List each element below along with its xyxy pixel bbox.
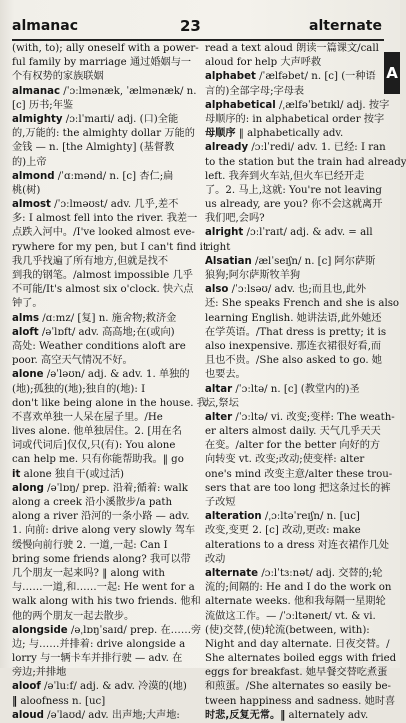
left-column — [12, 42, 211, 723]
page-number: 23 — [180, 17, 201, 35]
entry-line: almanac /ˈɔːlmənæk, ˈælmənæk/ n. — [12, 85, 197, 97]
entry-line: sers that are too long 把这条过长的裤 — [205, 482, 391, 494]
entry-line: can help me. 只有你能帮助我。‖ go — [12, 454, 184, 466]
entry-line: 他的两个朋友一起去散步。 — [12, 610, 135, 622]
entry-line: 时悲,反复无常。‖ alternately adv. — [205, 709, 369, 721]
entry-line: [c] 历书;年鉴 — [12, 99, 74, 111]
entry-line: rywhere for my pen, but I can't find it. — [12, 241, 211, 253]
entry-line: one's mind 改变主意/alter these trou- — [205, 468, 393, 480]
entry-line: alterations to a dress 对连衣裙作几处 — [205, 539, 390, 551]
entry-line: along a river 沿河的一条小路 — adv. — [12, 511, 190, 523]
thumb-index-tab: A — [384, 52, 400, 94]
entry-line: alone /əˈləʊn/ adj. & adv. 1. 单独的 — [12, 369, 190, 381]
entry-line: 缓慢向前行驶 2. 一道,一起: Can I — [12, 539, 168, 551]
entry-line: to the station but the train had already — [205, 156, 406, 168]
entry-line: also inexpensive. 那连衣裙很好看,而 — [205, 340, 382, 352]
entry-line: Alsatian /ælˈseɪʃn/ n. [c] 阿尔萨斯 — [205, 255, 376, 267]
page-header — [12, 18, 384, 40]
entry-line: walk along with his two friends. 他和 — [12, 596, 201, 608]
entry-line: 词或代词后]仅仅,只(有): You alone — [12, 440, 176, 452]
entry-line: bring some friends along? 我可以带 — [12, 553, 191, 565]
entry-line: 还: She speaks French and she is also — [205, 298, 400, 310]
entry-line: 流做这工作。— /ˈɔːltəneɪt/ vt. & vi. — [205, 610, 376, 622]
entry-line: alter /ˈɔːltə/ vi. 改变;变样: The weath- — [205, 411, 395, 423]
entry-line: aloof /əˈluːf/ adj. & adv. 冷漠的(地) — [12, 681, 187, 693]
entry-line: 也要去。 — [205, 369, 246, 381]
entry-line: alternate weeks. 他和我每隔一星期轮 — [205, 596, 386, 608]
entry-line: right — [205, 241, 231, 253]
entry-line: don't like being alone in the house. 我 — [12, 397, 207, 409]
entry-line: 和煎蛋。/She alternates so easily be- — [205, 681, 391, 693]
entry-line: aloud for help 大声呼救 — [205, 57, 322, 69]
entry-line: aloud /əˈlaʊd/ adv. 出声地;大声地: — [12, 709, 180, 721]
entry-line: 言的)全部字母;字母表 — [205, 85, 305, 97]
entry-line: 母顺序 ‖ alphabetically adv. — [205, 128, 344, 140]
entry-line: aloft /əˈlɒft/ adv. 高高地;在(或向) — [12, 326, 175, 338]
entry-line: altar /ˈɔːltə/ n. [c] (教堂内的)圣 — [205, 383, 360, 395]
entry-line: almighty /ɔːlˈmaɪti/ adj. (口)全能 — [12, 113, 179, 125]
entry-line: it alone 独自干(或过活) — [12, 468, 124, 480]
entry-line: 几个朋友一起来吗? ‖ along with — [12, 567, 165, 579]
entry-line: ful family by marriage 通过婚姻与一 — [12, 57, 192, 69]
entry-line: 了。2. 马上,这就: You're not leaving — [205, 184, 382, 196]
entry-line: Night and day alternate. 日夜交替。/ — [205, 638, 390, 650]
entry-line: 金钱 — n. [the Almighty] (基督教 — [12, 142, 175, 154]
entry-line: read a text aloud 朗读一篇课文/call — [205, 43, 379, 54]
entry-line: lorry 与一辆卡车并排行驶 — adv. 在 — [12, 653, 183, 665]
entry-line: 与……一道,和……一起: He went for a — [12, 582, 195, 594]
entry-line: 的)上帝 — [12, 156, 47, 168]
entry-line: along /əˈlɒŋ/ prep. 沿着;循着: walk — [12, 482, 188, 494]
entry-line: 到我的钢笔。/almost impossible 几乎 — [12, 270, 193, 281]
entry-line: alternate /ɔːlˈtɜːnət/ adj. 交替的;轮 — [205, 567, 383, 579]
entry-line: alphabetical /ˌælfəˈbetɪkl/ adj. 按字 — [205, 99, 390, 111]
entry-line: alteration /ˌɔːltəˈreɪʃn/ n. [uc] — [205, 511, 360, 523]
entry-line: 我们吧,会吗? — [205, 213, 265, 225]
right-guide-word: alternate — [309, 18, 382, 34]
entry-line: left. 我奔到火车站,但火车已经开走 — [205, 170, 365, 182]
entry-line: also /ˈɔːlsəʊ/ adv. 也;而且也,此外 — [205, 284, 366, 296]
entry-line: 向转变 vt. 改变;改动;使变样: alter — [205, 454, 365, 466]
entry-line: 子改短 — [205, 497, 236, 508]
entry-line: 流的;间隔的: He and I do the work on — [205, 582, 392, 594]
entry-line: 坛,祭坛 — [205, 397, 239, 409]
entry-line: 不喜欢单独一人呆在屋子里。/He — [12, 411, 163, 423]
entry-line: 旁边;并排地 — [12, 667, 67, 679]
right-column — [205, 42, 406, 723]
entry-line: 在学英语。/That dress is pretty; it is — [205, 326, 387, 338]
entry-line: 我几乎找遍了所有地方,但就是找不 — [12, 255, 169, 267]
entry-line: (地);孤独的(地);独自的(地): I — [12, 383, 146, 395]
header-rule — [12, 39, 384, 41]
entry-line: us already, are you? 你不会这就离开 — [205, 199, 383, 211]
entry-line: 边; 与……并排着: drive alongside a — [12, 638, 186, 650]
entry-line: (with, to); ally oneself with a power- — [12, 43, 199, 54]
entry-line: 且也不贵。/She also asked to go. 她 — [205, 355, 382, 367]
entry-line: 不可能/It's almost six o'clock. 快六点 — [12, 284, 194, 296]
entry-line: tween happiness and sadness. 她时喜 — [205, 695, 396, 707]
entry-line: already /ɔːlˈredi/ adv. 1. 已经: I ran — [205, 142, 386, 154]
entry-line: along a creek 沿小溪散步/a path — [12, 497, 173, 508]
entry-line: alphabet /ˈælfəbet/ n. [c] (一种语 — [205, 71, 376, 83]
left-guide-word: almanac — [12, 18, 78, 34]
entry-line: er alters almost daily. 天气几乎天天 — [205, 426, 381, 438]
entry-line: alms /ɑːmz/ [复] n. 施舍物;救济金 — [12, 312, 177, 324]
entry-line: almost /ˈɔːlməʊst/ adv. 几乎,差不 — [12, 199, 179, 211]
entry-line: (使)交替,(使)轮流(between, with): — [205, 624, 370, 636]
entry-line: learning English. 她讲法语,此外她还 — [205, 312, 382, 324]
entry-line: ‖ aloofness n. [uc] — [12, 695, 106, 707]
entry-line: 点跌入河中。/I've looked almost eve- — [12, 227, 195, 239]
entry-line: 改变,变更 2. [c] 改动,更改: make — [205, 525, 361, 537]
entry-line: 桃(树) — [12, 184, 41, 196]
entry-line: 狼狗;阿尔萨斯牧羊狗 — [205, 270, 301, 281]
entry-line: poor. 高空天气情况不好。 — [12, 355, 133, 367]
entry-line: 高处: Weather conditions aloft are — [12, 340, 186, 352]
entry-line: She alternates boiled eggs with fried — [205, 653, 397, 665]
entry-line: 在变。/alter for the better 向好的方 — [205, 440, 381, 452]
entry-line: 母顺序的: in alphabetical order 按字 — [205, 113, 385, 125]
entry-line: 改动 — [205, 553, 226, 565]
entry-line: almond /ˈɑːmənd/ n. [c] 杏仁;扁 — [12, 170, 174, 182]
entry-line: lives alone. 他单独居住。2. [用在名 — [12, 426, 182, 438]
entry-line: 个有权势的家族联姻 — [12, 71, 104, 83]
entry-line: alongside /əˌlɒŋˈsaɪd/ prep. 在……旁 — [12, 624, 202, 636]
entry-line: eggs for breakfast. 她早餐交替吃煮蛋 — [205, 667, 388, 679]
entry-line: 钟了。 — [12, 298, 43, 310]
entry-line: 1. 向前: drive along very slowly 驾车 — [12, 525, 196, 537]
entry-line: 的,万能的: the almighty dollar 万能的 — [12, 128, 195, 140]
entry-line: alright /ɔːlˈraɪt/ adj. & adv. = all — [205, 227, 373, 239]
entry-line: 多: I almost fell into the river. 我差一 — [12, 213, 198, 225]
